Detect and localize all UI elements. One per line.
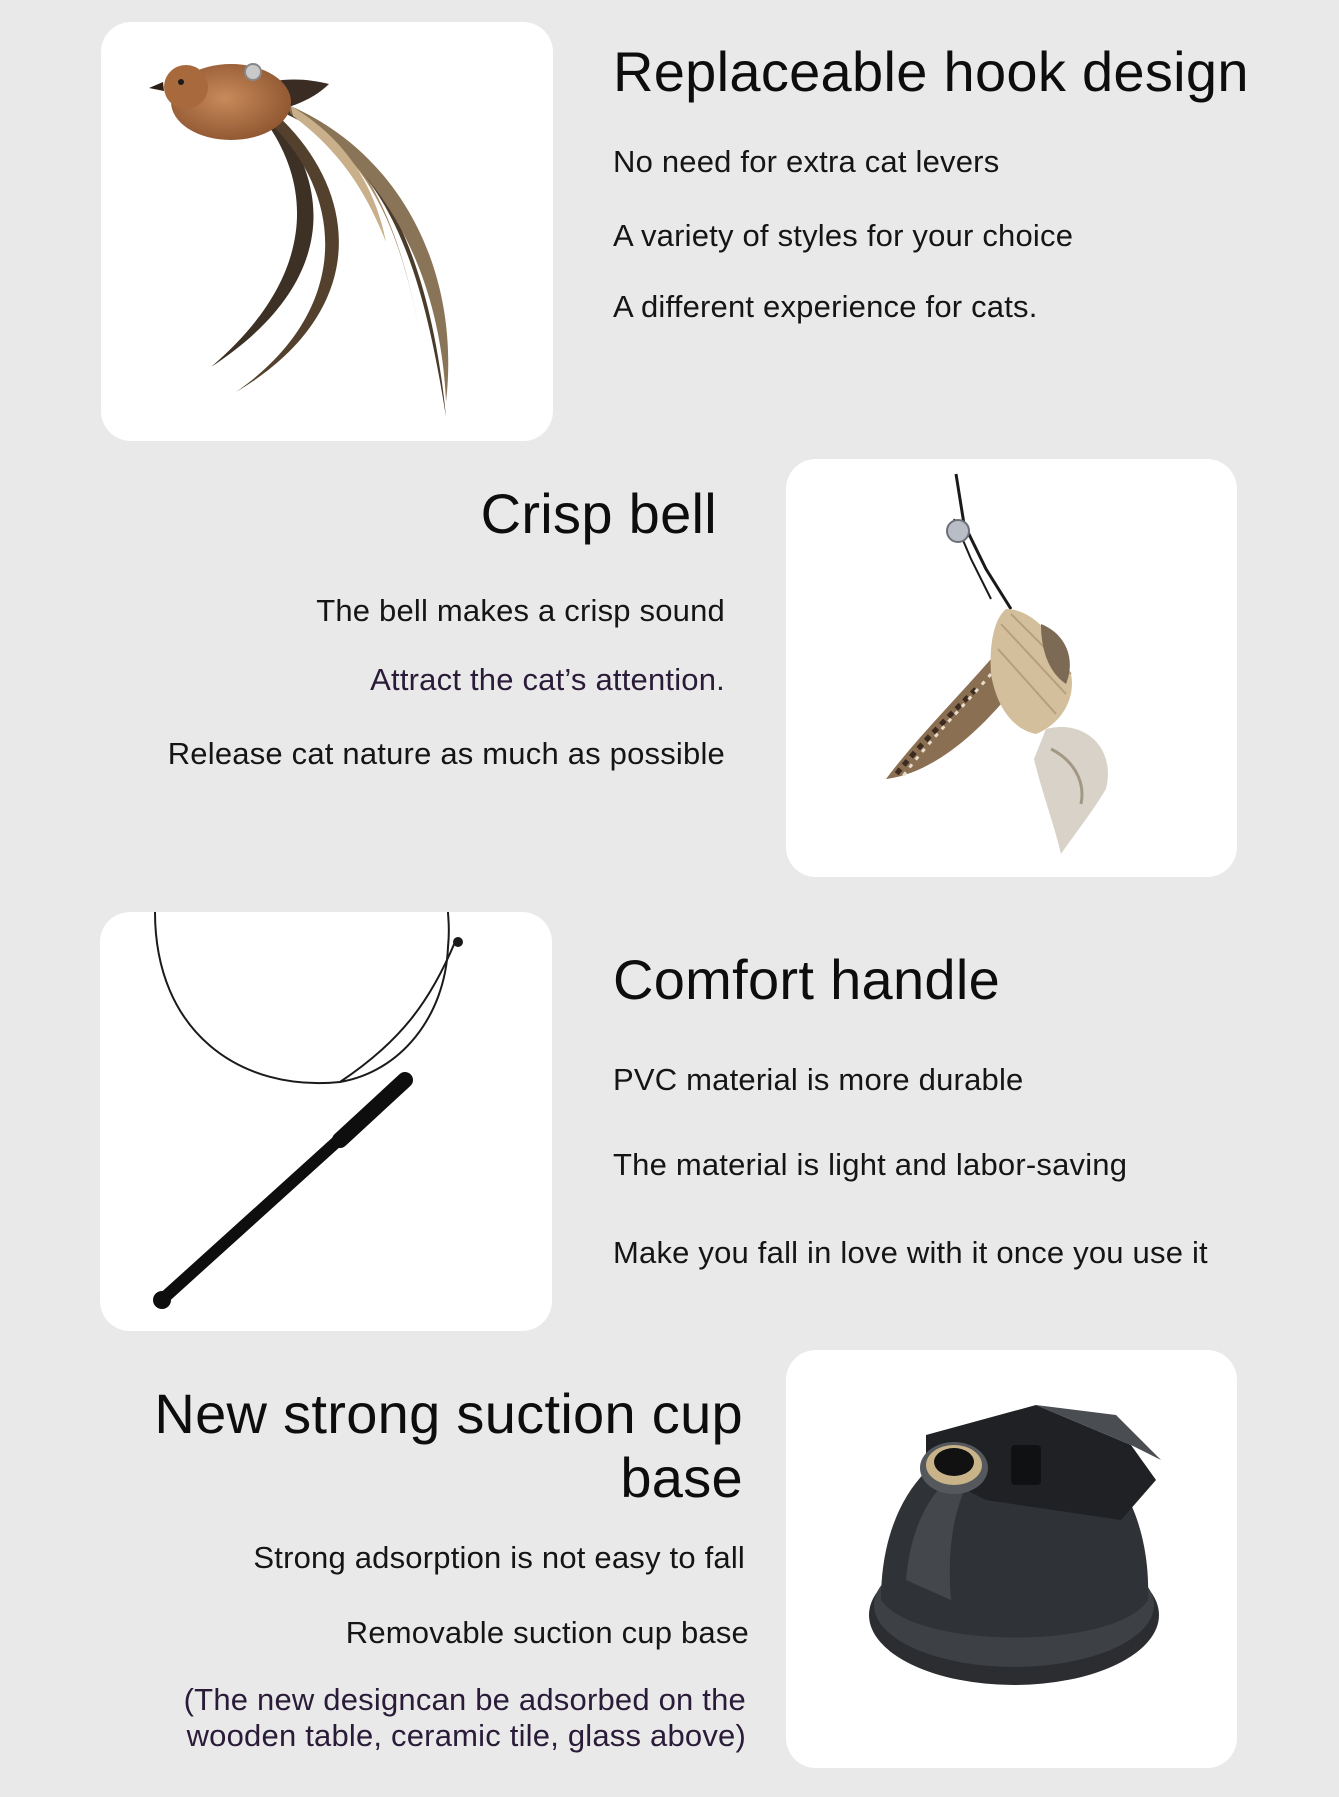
suction-cup-base-icon — [786, 1350, 1237, 1768]
section-4-line-2: Removable suction cup base — [345, 1615, 749, 1650]
section-2-line-2: Attract the cat’s attention. — [370, 662, 725, 697]
section-4-title-line-2: base — [620, 1446, 743, 1509]
wand-handle-card — [100, 912, 552, 1331]
section-1-title: Replaceable hook design — [613, 40, 1249, 103]
feather-bird-card — [101, 22, 553, 441]
section-4-line-4: wooden table, ceramic tile, glass above) — [186, 1718, 746, 1753]
section-1-line-3: A different experience for cats. — [613, 289, 1038, 324]
section-4-title-line-1: New strong suction cup — [154, 1382, 743, 1445]
wand-handle-icon — [100, 912, 552, 1331]
section-3-line-3: Make you fall in love with it once you use it — [613, 1235, 1208, 1270]
section-2-title: Crisp bell — [480, 482, 717, 545]
section-3-line-1: PVC material is more durable — [613, 1062, 1024, 1097]
section-4-line-3: (The new designcan be adsorbed on the — [183, 1682, 746, 1717]
section-2-line-3: Release cat nature as much as possible — [167, 736, 725, 771]
bell-bird-icon — [786, 459, 1237, 877]
feather-bird-icon — [101, 22, 553, 441]
suction-cup-card — [786, 1350, 1237, 1768]
section-2-line-1: The bell makes a crisp sound — [316, 593, 725, 628]
section-3-line-2: The material is light and labor-saving — [613, 1147, 1128, 1182]
section-4-line-1: Strong adsorption is not easy to fall — [253, 1540, 745, 1575]
section-3-title: Comfort handle — [613, 948, 1001, 1011]
bell-bird-card — [786, 459, 1237, 877]
section-1-line-2: A variety of styles for your choice — [613, 218, 1074, 253]
section-1-line-1: No need for extra cat levers — [613, 144, 1000, 179]
